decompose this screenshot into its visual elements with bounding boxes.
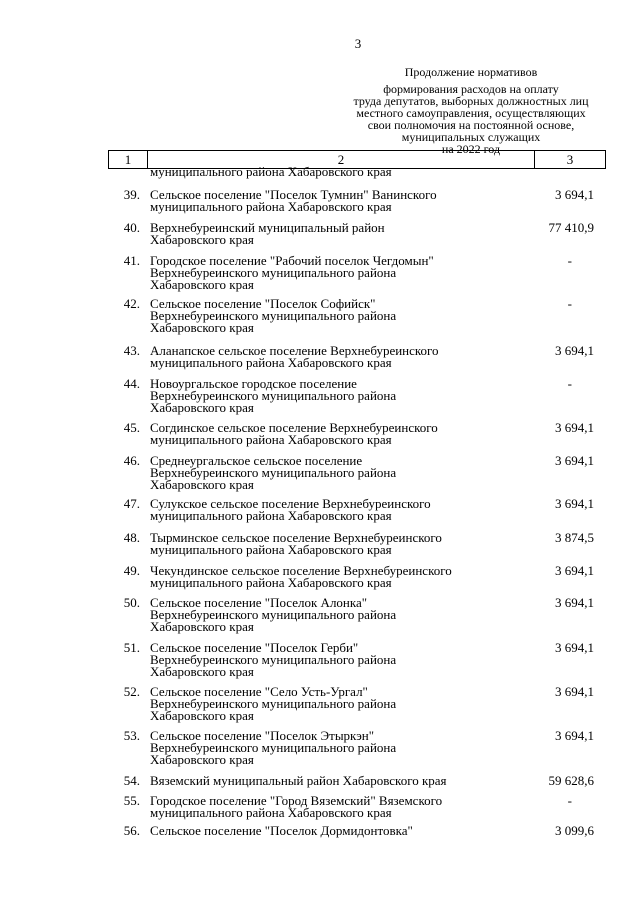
row-name-line: Верхнебуреинского муниципального района — [150, 308, 397, 323]
row-value: 3 694,1 — [555, 595, 594, 610]
header-line: формирования расходов на оплату — [383, 82, 559, 96]
row-value: 3 694,1 — [555, 728, 594, 743]
row-name-line: Хабаровского края — [150, 752, 254, 767]
row-number: 41. — [123, 253, 140, 268]
row-number: 50. — [123, 595, 140, 610]
row-name — [150, 532, 520, 556]
column-header-value: 3 — [566, 152, 574, 167]
row-name — [150, 642, 520, 678]
row-name-line: Сулукское сельское поселение Верхнебуреинского — [150, 496, 431, 511]
row-name — [150, 222, 520, 246]
row-number: 40. — [123, 220, 140, 235]
row-name-line: Хабаровского края — [150, 477, 254, 492]
row-name-line: муниципального района Хабаровского края — [150, 575, 392, 590]
row-value: - — [567, 793, 572, 808]
row-value: 3 694,1 — [555, 420, 594, 435]
row-name — [150, 378, 520, 414]
row-number: 43. — [123, 343, 140, 358]
row-name — [150, 825, 520, 837]
row-name-line: Сельское поселение "Поселок Тумнин" Ванинского — [150, 187, 437, 202]
row-name-line: Верхнебуреинского муниципального района — [150, 465, 397, 480]
row-name-line: муниципального района Хабаровского края — [150, 355, 392, 370]
row-name-line: Чекундинское сельское поселение Верхнебуреинского — [150, 563, 452, 578]
row-name-line: Сельское поселение "Поселок Дормидонтовка" — [150, 823, 413, 838]
row-name-line: Хабаровского края — [150, 277, 254, 292]
row-number: 44. — [123, 376, 140, 391]
row-number: 45. — [123, 420, 140, 435]
row-number: 47. — [123, 496, 140, 511]
row-name-line: Сельское поселение "Село Усть-Ургал" — [150, 684, 368, 699]
row-name — [150, 775, 520, 787]
row-value: 3 694,1 — [555, 640, 594, 655]
row-value: - — [567, 376, 572, 391]
row-name-line: Верхнебуреинский муниципальный район — [150, 220, 385, 235]
column-header-name: 2 — [148, 151, 535, 168]
row-name — [150, 686, 520, 722]
row-value: 59 628,6 — [548, 773, 594, 788]
row-name-line: Верхнебуреинского муниципального района — [150, 696, 397, 711]
row-name-line: Хабаровского края — [150, 232, 254, 247]
row-name-line: Сельское поселение "Поселок Алонка" — [150, 595, 368, 610]
header-line: свои полномочия на постоянной основе, — [367, 118, 575, 132]
row-value: 3 694,1 — [555, 563, 594, 578]
row-value: 3 694,1 — [555, 187, 594, 202]
row-number: 49. — [123, 563, 140, 578]
row-value: - — [567, 296, 572, 311]
row-name-line: муниципального района Хабаровского края — [150, 508, 392, 523]
row-number: 54. — [123, 773, 140, 788]
header-line: труда депутатов, выборных должностных лиц — [353, 94, 589, 108]
row-name-line: Верхнебуреинского муниципального района — [150, 652, 397, 667]
row-name-line: муниципального района Хабаровского края — [150, 542, 392, 557]
row-value: 3 694,1 — [555, 684, 594, 699]
row-number: 53. — [123, 728, 140, 743]
row-name-line: Хабаровского края — [150, 400, 254, 415]
continued-text: муниципального района Хабаровского края — [150, 164, 392, 179]
row-name-line: Верхнебуреинского муниципального района — [150, 265, 397, 280]
page-number: 3 — [354, 36, 362, 51]
row-name-line: муниципального района Хабаровского края — [150, 432, 392, 447]
row-name-line: Согдинское сельское поселение Верхнебуреинского — [150, 420, 438, 435]
row-value: 3 874,5 — [555, 530, 594, 545]
row-number: 55. — [123, 793, 140, 808]
row-name — [150, 189, 520, 213]
row-name — [150, 565, 520, 589]
header-line: Продолжение нормативов — [404, 65, 538, 79]
row-number: 39. — [123, 187, 140, 202]
row-number: 56. — [123, 823, 140, 838]
row-name-line: Новоургальское городское поселение — [150, 376, 357, 391]
row-name — [150, 345, 520, 369]
row-name-line: муниципального района Хабаровского края — [150, 805, 392, 820]
row-value: 3 694,1 — [555, 453, 594, 468]
row-name-line: Тырминское сельское поселение Верхнебуреинского — [150, 530, 442, 545]
row-name — [150, 455, 520, 491]
row-number: 42. — [123, 296, 140, 311]
row-name — [150, 597, 520, 633]
row-name-line: Сельское поселение "Поселок Софийск" — [150, 296, 376, 311]
row-name-line: Верхнебуреинского муниципального района — [150, 740, 397, 755]
row-name — [150, 422, 520, 446]
row-name-line: Сельское поселение "Поселок Этыркэн" — [150, 728, 375, 743]
row-number: 48. — [123, 530, 140, 545]
row-name-line: Хабаровского края — [150, 664, 254, 679]
row-name-line: Хабаровского края — [150, 619, 254, 634]
row-value: 77 410,9 — [548, 220, 594, 235]
header-line: на 2022 год — [441, 142, 501, 156]
row-name — [150, 298, 520, 334]
row-name-line: муниципального района Хабаровского края — [150, 199, 392, 214]
row-number: 51. — [123, 640, 140, 655]
row-name — [150, 255, 520, 291]
row-name — [150, 795, 520, 819]
header-line: муниципальных служащих — [401, 130, 541, 144]
header-line: местного самоуправления, осуществляющих — [356, 106, 586, 120]
row-name-line: Верхнебуреинского муниципального района — [150, 607, 397, 622]
document-header — [336, 66, 606, 155]
row-name-line: Верхнебуреинского муниципального района — [150, 388, 397, 403]
row-value: - — [567, 253, 572, 268]
row-value: 3 099,6 — [555, 823, 594, 838]
row-name-line: Городское поселение "Рабочий поселок Чегдомын" — [150, 253, 434, 268]
row-name-line: Хабаровского края — [150, 320, 254, 335]
row-name-line: Вяземский муниципальный район Хабаровского края — [150, 773, 447, 788]
row-number: 52. — [123, 684, 140, 699]
column-header-number: 1 — [109, 151, 148, 168]
row-name-line: Аланапское сельское поселение Верхнебуреинского — [150, 343, 439, 358]
row-value: 3 694,1 — [555, 343, 594, 358]
row-name-line: Сельское поселение "Поселок Герби" — [150, 640, 359, 655]
row-value: 3 694,1 — [555, 496, 594, 511]
row-name-line: Хабаровского края — [150, 708, 254, 723]
row-name-line: Среднеургальское сельское поселение — [150, 453, 363, 468]
row-name-line: Городское поселение "Город Вяземский" Вяземского — [150, 793, 443, 808]
row-name — [150, 730, 520, 766]
row-name — [150, 498, 520, 522]
row-number: 46. — [123, 453, 140, 468]
